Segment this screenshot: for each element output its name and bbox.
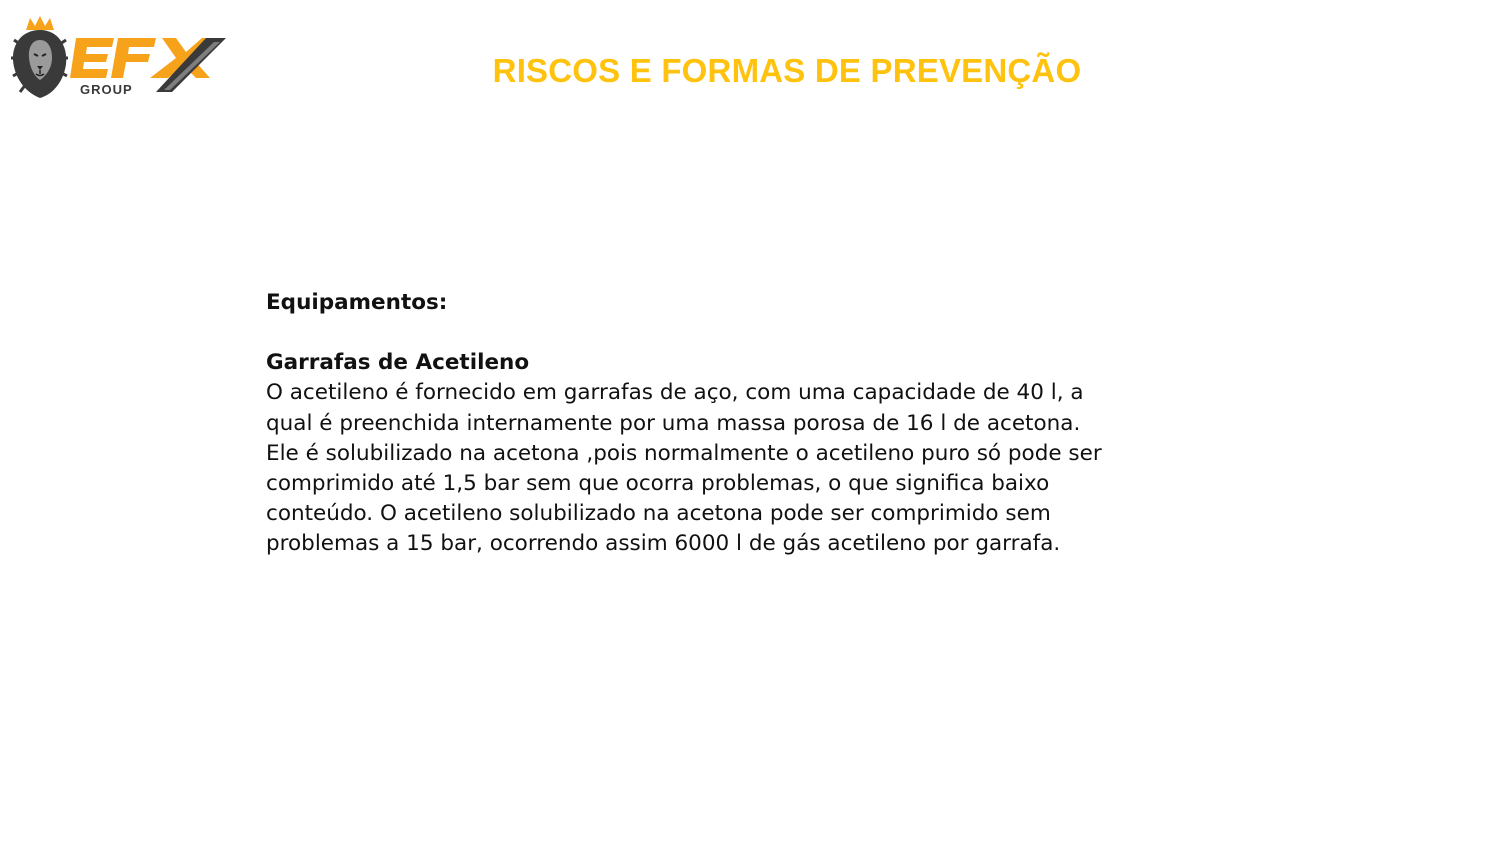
body-line: conteúdo. O acetileno solubilizado na acetona pode ser comprimido sem — [266, 501, 1051, 527]
section-label: Equipamentos: — [266, 290, 448, 315]
subheading: Garrafas de Acetileno — [266, 350, 530, 376]
document-body — [266, 288, 1246, 560]
body-line: qual é preenchida internamente por uma massa porosa de 16 l de acetona. — [266, 410, 1081, 436]
spacer — [266, 318, 1246, 348]
svg-text:GROUP: GROUP — [80, 82, 133, 97]
body-line: Ele é solubilizado na acetona ,pois normalmente o acetileno puro só pode ser — [266, 440, 1102, 466]
page-title: RISCOS E FORMAS DE PREVENÇÃO — [492, 52, 1082, 89]
efx-group-logo — [10, 14, 232, 102]
body-line: comprimido até 1,5 bar sem que ocorra problemas, o que significa baixo — [266, 471, 1050, 497]
lion-crown-icon — [10, 14, 232, 102]
body-line: problemas a 15 bar, ocorrendo assim 6000 l de gás acetileno por garrafa. — [266, 531, 1061, 557]
body-line: O acetileno é fornecido em garrafas de aço, com uma capacidade de 40 l, a — [266, 380, 1084, 406]
